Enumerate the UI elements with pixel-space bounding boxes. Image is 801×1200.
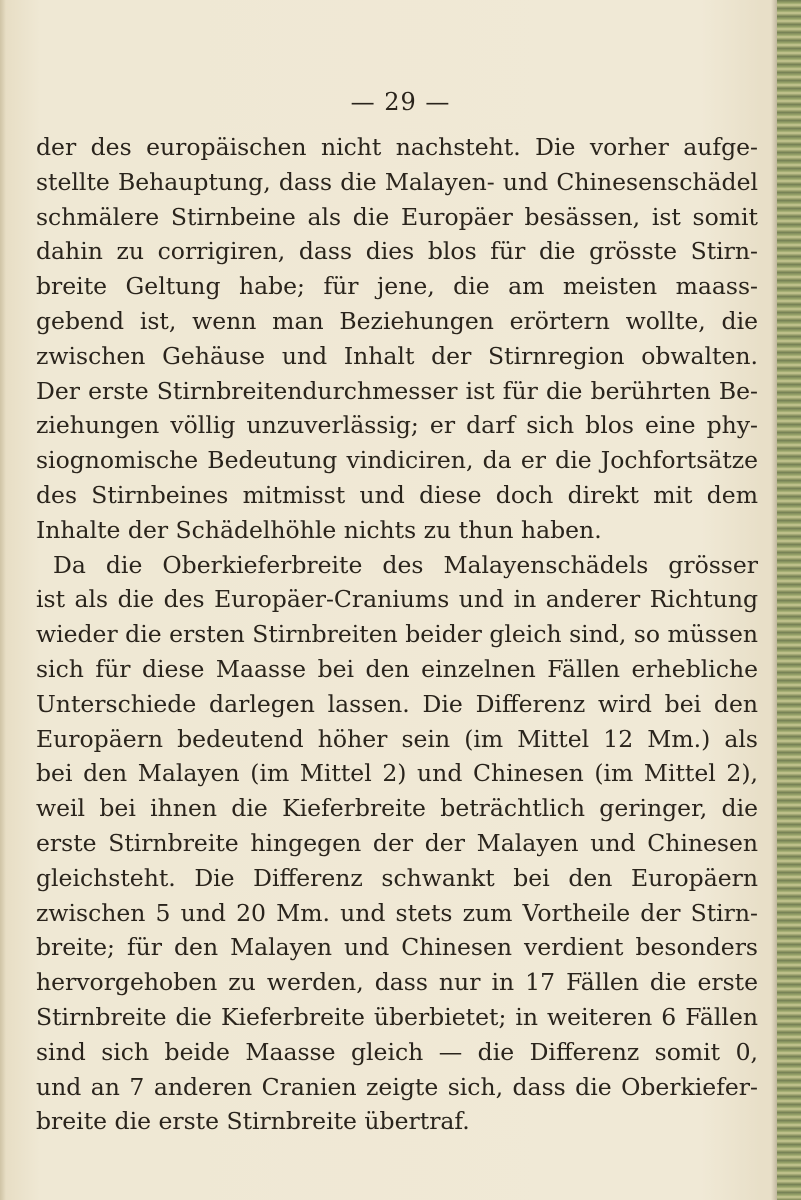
text-line: siognomische Bedeutung vindiciren, da er die Jochfortsätze xyxy=(36,446,758,475)
text-line: ziehungen völlig unzuverlässig; er darf sich blos eine phy- xyxy=(36,411,758,440)
text-line: gebend ist, wenn man Beziehungen erörtern wollte, die xyxy=(36,306,758,335)
text-line: weil bei ihnen die Kieferbreite beträchtlich geringer, die xyxy=(36,794,758,823)
text-line: der des europäischen nicht nachsteht. Die vorher aufge- xyxy=(36,133,758,161)
text-line: Da die Oberkieferbreite des Malayenschädels grösser xyxy=(53,550,758,579)
text-line: wieder die ersten Stirnbreiten beider gleich sind, so müssen xyxy=(36,620,758,649)
text-line: Europäern bedeutend höher sein (im Mittel 12 Mm.) als xyxy=(36,724,758,753)
text-line: dahin zu corrigiren, dass dies blos für die grösste Stirn- xyxy=(36,237,758,266)
page-number: — 29 — xyxy=(350,88,451,116)
text-line: gleichsteht. Die Differenz schwankt bei den Europäern xyxy=(36,863,758,892)
text-line: schmälere Stirnbeine als die Europäer besässen, ist somit xyxy=(36,202,758,231)
text-line: zwischen 5 und 20 Mm. und stets zum Vortheile der Stirn- xyxy=(36,898,758,927)
text-line: ist als die des Europäer-Craniums und in anderer Richtung xyxy=(36,585,758,614)
book-binding xyxy=(777,0,801,1200)
text-line: zwischen Gehäuse und Inhalt der Stirnregion obwalten. xyxy=(36,341,758,370)
text-line: des Stirnbeines mitmisst und diese doch direkt mit dem xyxy=(36,480,758,509)
text-line: bei den Malayen (im Mittel 2) und Chinesen (im Mittel 2), xyxy=(36,759,758,788)
text-line: sich für diese Maasse bei den einzelnen Fällen erhebliche xyxy=(36,654,758,683)
text-line: breite; für den Malayen und Chinesen verdient besonders xyxy=(36,933,758,962)
text-line: Stirnbreite die Kieferbreite überbietet; in weiteren 6 Fällen xyxy=(36,1002,758,1031)
text-line: erste Stirnbreite hingegen der der Malayen und Chinesen xyxy=(36,828,758,857)
text-line: Unterschiede darlegen lassen. Die Differenz wird bei den xyxy=(36,689,758,718)
text-line: Der erste Stirnbreitendurchmesser ist für die berührten Be- xyxy=(36,376,758,405)
text-line: breite Geltung habe; für jene, die am meisten maass- xyxy=(36,272,758,301)
text-line: Inhalte der Schädelhöhle nichts zu thun haben. xyxy=(36,515,602,544)
text-line: und an 7 anderen Cranien zeigte sich, dass die Oberkiefer- xyxy=(36,1072,758,1101)
text-line: breite die erste Stirnbreite übertraf. xyxy=(36,1107,470,1136)
page-left-edge xyxy=(0,0,6,1200)
text-line: stellte Behauptung, dass die Malayen- und Chinesenschädel xyxy=(36,167,758,196)
body-text xyxy=(36,130,758,1139)
text-line: hervorgehoben zu werden, dass nur in 17 Fällen die erste xyxy=(36,968,758,997)
text-line: sind sich beide Maasse gleich — die Differenz somit 0, xyxy=(36,1037,758,1066)
